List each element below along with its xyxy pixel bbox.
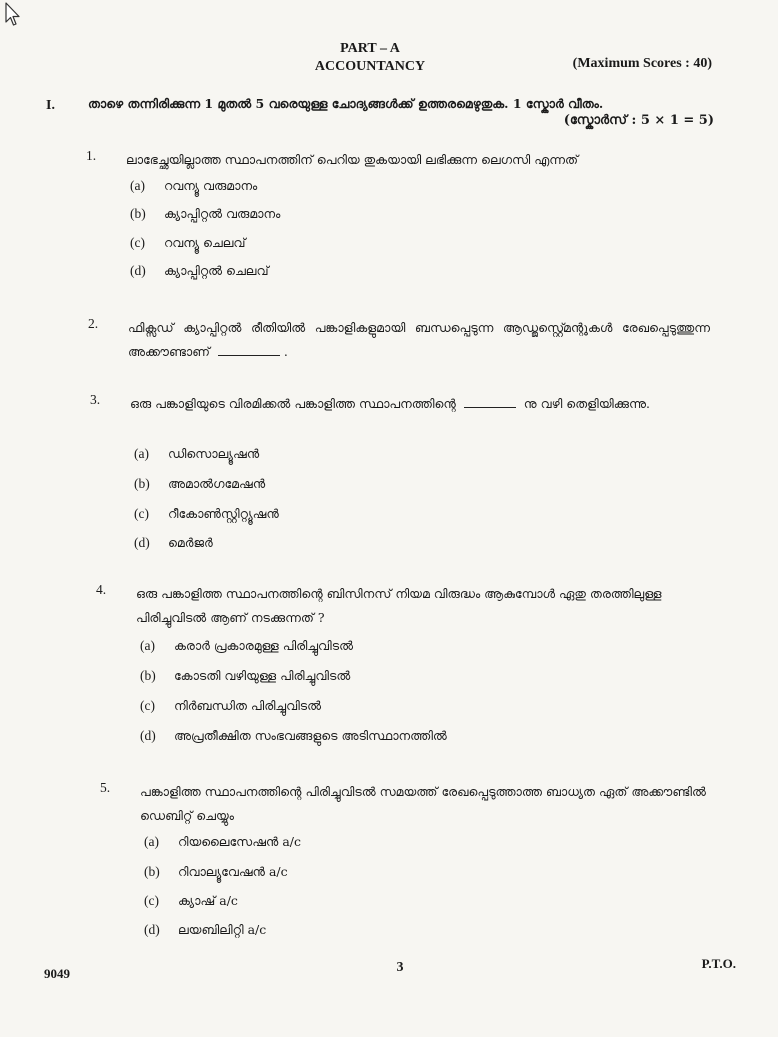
option-label: (c) — [140, 698, 155, 713]
option-label: (d) — [140, 728, 156, 743]
option-text: ഡിസൊല്യൂഷൻ — [167, 446, 260, 461]
score-note: (സ്കോർസ് : 5 × 1 = 5) — [563, 113, 714, 128]
option-label: (a) — [134, 446, 149, 461]
question-text-part: ഫിക്സഡ് ക്യാപ്പിറ്റൽ രീതിയിൽ പങ്കാളികളുമായി ബന്ധപ്പെടുന്ന ആഡ്ജസ്റ്റ്മെന്റുകൾ രേഖപ്പെടുത്തുന്ന അക്കൗണ്ടാണ് — [128, 320, 710, 359]
max-scores: (Maximum Scores : 40) — [572, 56, 712, 71]
option-a[interactable] — [130, 178, 257, 194]
question-3 — [90, 392, 710, 562]
option-text: ക്യാഷ് a/c — [177, 893, 238, 908]
mouse-pointer-icon — [4, 2, 22, 28]
option-text: റവന്യൂ ചെലവ് — [163, 235, 246, 250]
option-text: റവന്യൂ വരുമാനം — [163, 178, 258, 193]
question-text-end: . — [283, 344, 288, 359]
option-text: കരാർ പ്രകാരമുള്ള പിരിച്ചുവിടൽ — [173, 638, 353, 653]
option-text: റിവാല്യൂവേഷൻ a/c — [177, 864, 288, 879]
pto-label: P.T.O. — [701, 956, 736, 971]
paper-code: 9049 — [44, 966, 70, 981]
option-label: (b) — [134, 476, 150, 491]
option-d[interactable] — [130, 263, 269, 279]
option-label: (a) — [130, 178, 145, 193]
option-b[interactable] — [134, 476, 265, 492]
option-d[interactable] — [134, 535, 213, 551]
section-instruction: താഴെ തന്നിരിക്കുന്ന 1 മുതൽ 5 വരെയുള്ള ചോദ്യങ്ങൾക്ക് ഉത്തരമെഴുതുക. 1 സ്കോർ വീതം. — [88, 96, 604, 111]
question-number: 1. — [86, 148, 97, 163]
option-text: റീകോൺസ്റ്റിറ്റ്യൂഷൻ — [167, 506, 279, 521]
option-label: (d) — [130, 263, 146, 278]
option-label: (c) — [130, 235, 145, 250]
answer-blank[interactable] — [464, 397, 516, 408]
option-c[interactable] — [134, 506, 279, 522]
option-label: (b) — [130, 206, 146, 221]
option-label: (d) — [144, 922, 160, 937]
page-number: 3 — [396, 960, 404, 975]
answer-blank[interactable] — [218, 345, 280, 356]
question-text-part: ഒരു പങ്കാളിയുടെ വിരമിക്കൽ പങ്കാളിത്ത സ്ഥാപനത്തിന്റെ — [130, 396, 456, 411]
option-text: മെർജർ — [167, 535, 213, 550]
option-a[interactable] — [140, 638, 353, 654]
option-text: റിയലൈസേഷൻ a/c — [177, 834, 301, 849]
option-d[interactable] — [140, 728, 447, 744]
question-number: 2. — [88, 316, 99, 331]
option-c[interactable] — [144, 893, 238, 909]
question-text — [130, 392, 710, 416]
question-number: 3. — [90, 392, 101, 407]
option-text: നിർബന്ധിത പിരിച്ചുവിടൽ — [173, 698, 322, 713]
question-5 — [100, 780, 720, 940]
question-1 — [86, 148, 706, 288]
subject-title: ACCOUNTANCY — [314, 59, 426, 74]
option-b[interactable] — [140, 668, 350, 684]
option-label: (d) — [134, 535, 150, 550]
question-number: 4. — [96, 582, 107, 597]
option-c[interactable] — [140, 698, 321, 714]
option-label: (b) — [144, 864, 160, 879]
option-text: കോടതി വഴിയുള്ള പിരിച്ചുവിടൽ — [173, 668, 351, 683]
question-2 — [88, 316, 708, 372]
option-label: (b) — [140, 668, 156, 683]
part-label: PART – A — [340, 41, 400, 56]
question-text: ലാഭേച്ഛയില്ലാത്ത സ്ഥാപനത്തിന് പെറിയ തുകയായി ലഭിക്കുന്ന ലെഗസി എന്നത് — [126, 152, 579, 167]
option-label: (c) — [134, 506, 149, 521]
section-number: I. — [46, 98, 55, 113]
option-label: (a) — [140, 638, 155, 653]
question-4 — [96, 582, 716, 752]
option-a[interactable] — [134, 446, 259, 462]
option-text: അപ്രതീക്ഷിത സംഭവങ്ങളുടെ അടിസ്ഥാനത്തിൽ — [173, 728, 447, 743]
option-label: (a) — [144, 834, 159, 849]
option-d[interactable] — [144, 922, 266, 938]
question-text-end: നു വഴി തെളിയിക്കുന്നു. — [523, 396, 650, 411]
option-c[interactable] — [130, 235, 246, 251]
option-a[interactable] — [144, 834, 301, 850]
option-b[interactable] — [130, 206, 280, 222]
question-number: 5. — [100, 780, 111, 795]
question-text — [128, 316, 710, 364]
option-b[interactable] — [144, 864, 288, 880]
option-text: ക്യാപ്പിറ്റൽ വരുമാനം — [163, 206, 281, 221]
question-text: പങ്കാളിത്ത സ്ഥാപനത്തിന്റെ പിരിച്ചുവിടൽ സമയത്ത് രേഖപ്പെടുത്താത്ത ബാധ്യത ഏത് അക്കൗണ്ടിൽ ഡെബിറ്റ് ചെയ്യും — [140, 784, 706, 823]
question-text: ഒരു പങ്കാളിത്ത സ്ഥാപനത്തിന്റെ ബിസിനസ് നിയമ വിരുദ്ധം ആകുമ്പോൾ ഏതു തരത്തിലുള്ള പിരിച്ചുവിടൽ ആണ് നടക്കുന്നത് ? — [136, 586, 662, 625]
option-text: അമാൽഗമേഷൻ — [167, 476, 266, 491]
option-text: ക്യാപ്പിറ്റൽ ചെലവ് — [163, 263, 269, 278]
option-text: ലയബിലിറ്റി a/c — [177, 922, 267, 937]
option-label: (c) — [144, 893, 159, 908]
